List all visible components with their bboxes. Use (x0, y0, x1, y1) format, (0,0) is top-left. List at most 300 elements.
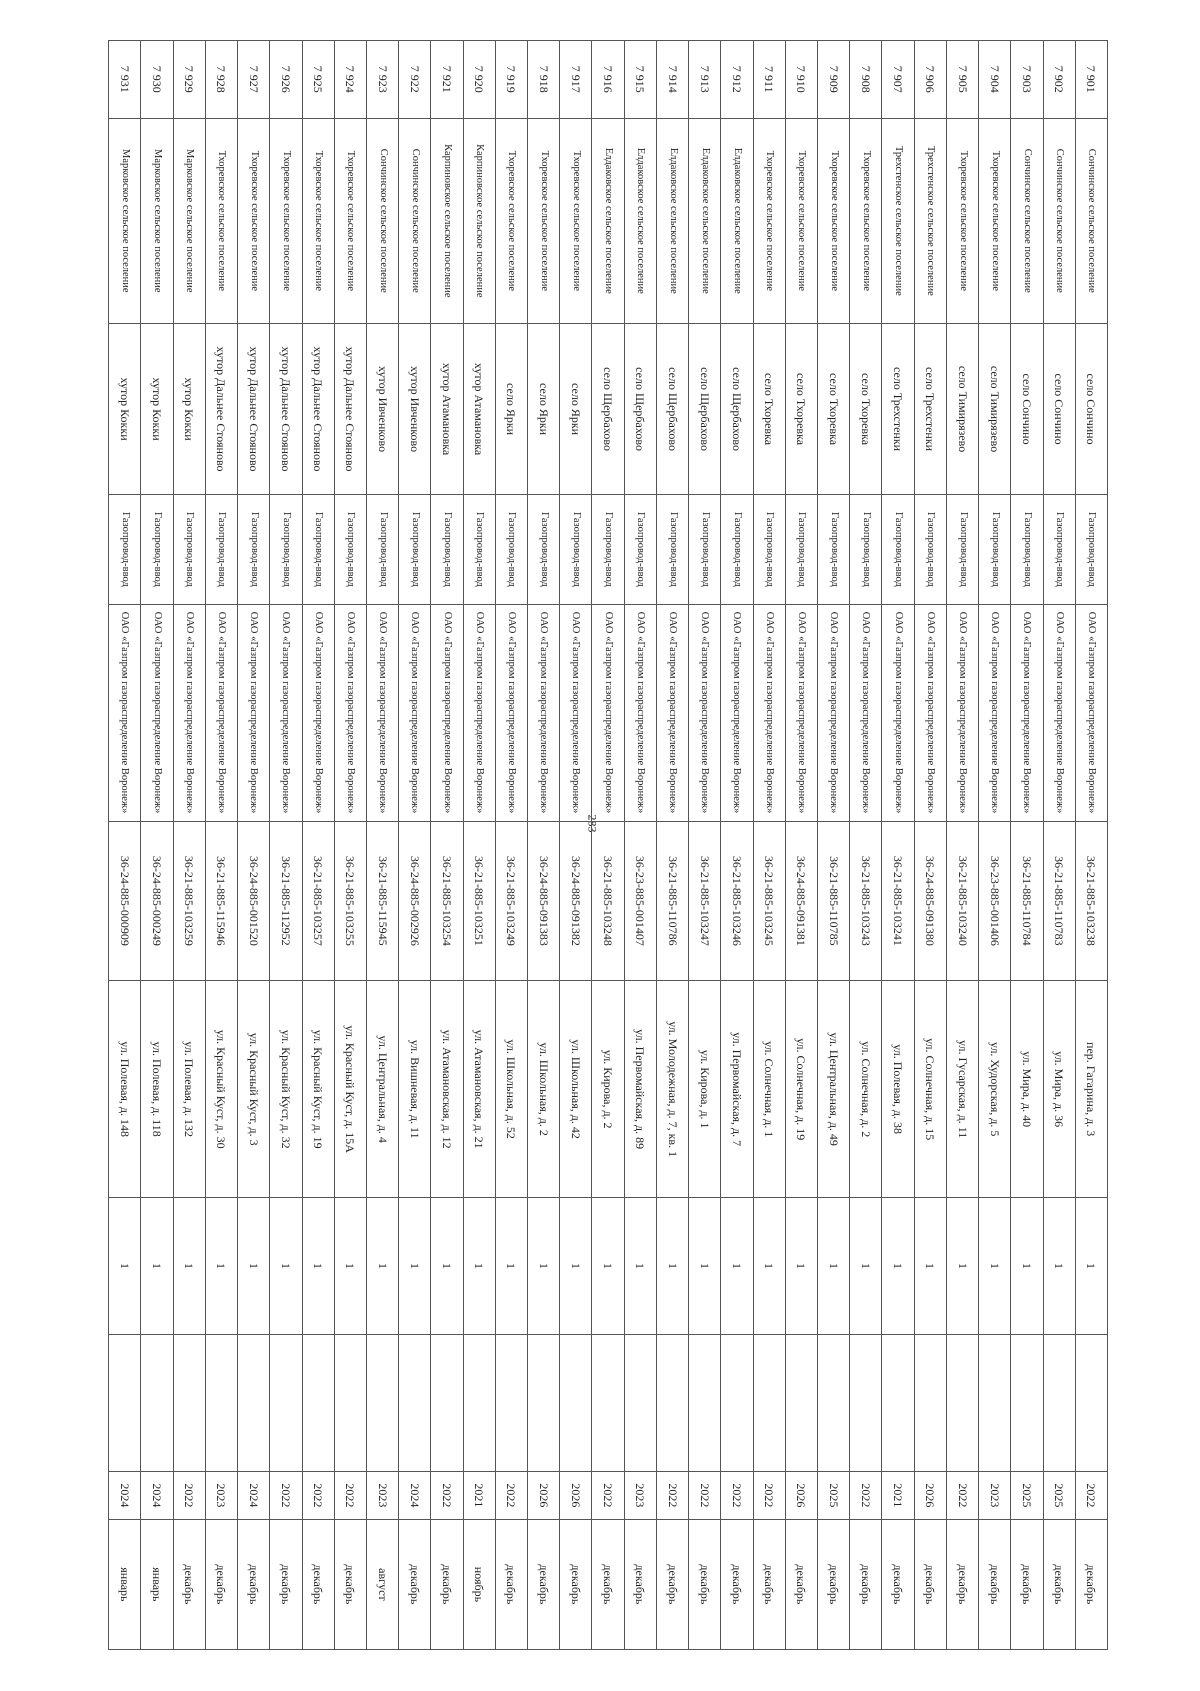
row-number-cell: 7 909 (818, 41, 850, 119)
object-type-cell: Газопровод-ввод (334, 495, 366, 605)
code-cell: 36-24-885-091382 (560, 821, 592, 981)
address-cell: ул. Красный Куст, д. 19 (302, 981, 334, 1198)
count-cell: 1 (753, 1198, 785, 1335)
owner-cell: ОАО «Газпром газораспределение Воронеж» (495, 604, 527, 821)
row-number-cell: 7 921 (431, 41, 463, 119)
locality-cell: село Трехстенки (914, 323, 946, 494)
count-cell: 1 (560, 1198, 592, 1335)
code-cell: 36-24-885-091380 (914, 821, 946, 981)
table-row (946, 41, 978, 1650)
table-row (463, 41, 495, 1650)
locality-cell: хутор Ивченково (399, 323, 431, 494)
owner-cell: ОАО «Газпром газораспределение Воронеж» (366, 604, 398, 821)
table-row (914, 41, 946, 1650)
table-row (1011, 41, 1043, 1650)
object-type-cell: Газопровод-ввод (882, 495, 914, 605)
locality-cell: село Тимирязево (946, 323, 978, 494)
empty-cell (270, 1334, 302, 1471)
table-row (882, 41, 914, 1650)
row-number-cell: 7 926 (270, 41, 302, 119)
month-cell: декабрь (238, 1519, 270, 1649)
row-number-cell: 7 904 (979, 41, 1011, 119)
count-cell: 1 (334, 1198, 366, 1335)
code-cell: 36-23-885-001407 (624, 821, 656, 981)
locality-cell: хутор Атамановка (463, 323, 495, 494)
count-cell: 1 (914, 1198, 946, 1335)
address-cell: ул. Вишневая, д. 11 (399, 981, 431, 1198)
year-cell: 2022 (753, 1471, 785, 1519)
table-row (850, 41, 882, 1650)
owner-cell: ОАО «Газпром газораспределение Воронеж» (1011, 604, 1043, 821)
owner-cell: ОАО «Газпром газораспределение Воронеж» (592, 604, 624, 821)
table-row (818, 41, 850, 1650)
month-cell: август (366, 1519, 398, 1649)
address-cell: ул. Солнечная, д. 19 (785, 981, 817, 1198)
owner-cell: ОАО «Газпром газораспределение Воронеж» (1075, 604, 1107, 821)
owner-cell: ОАО «Газпром газораспределение Воронеж» (882, 604, 914, 821)
table-row (141, 41, 173, 1650)
empty-cell (399, 1334, 431, 1471)
empty-cell (141, 1334, 173, 1471)
settlement-cell: Елдаковское сельское поселение (656, 118, 688, 323)
count-cell: 1 (399, 1198, 431, 1335)
table-row (334, 41, 366, 1650)
table-row (753, 41, 785, 1650)
table-row (785, 41, 817, 1650)
month-cell: декабрь (431, 1519, 463, 1649)
settlement-cell: Трехстенское сельское поселение (882, 118, 914, 323)
row-number-cell: 7 905 (946, 41, 978, 119)
address-cell: ул. Мира, д. 40 (1011, 981, 1043, 1198)
table-row (173, 41, 205, 1650)
month-cell: декабрь (979, 1519, 1011, 1649)
code-cell: 36-21-885-103254 (431, 821, 463, 981)
empty-cell (850, 1334, 882, 1471)
empty-cell (302, 1334, 334, 1471)
code-cell: 36-23-885-001406 (979, 821, 1011, 981)
row-number-cell: 7 928 (205, 41, 237, 119)
locality-cell: село Тхоревка (753, 323, 785, 494)
object-type-cell: Газопровод-ввод (205, 495, 237, 605)
year-cell: 2022 (689, 1471, 721, 1519)
month-cell: декабрь (914, 1519, 946, 1649)
empty-cell (592, 1334, 624, 1471)
address-cell: пер. Гагарина, д. 3 (1075, 981, 1107, 1198)
row-number-cell: 7 901 (1075, 41, 1107, 119)
month-cell: декабрь (656, 1519, 688, 1649)
count-cell: 1 (238, 1198, 270, 1335)
table-row (979, 41, 1011, 1650)
settlement-cell: Тхоревское сельское поселение (334, 118, 366, 323)
address-cell: ул. Мира, д. 36 (1043, 981, 1075, 1198)
address-cell: ул. Центральная, д. 4 (366, 981, 398, 1198)
count-cell: 1 (1043, 1198, 1075, 1335)
owner-cell: ОАО «Газпром газораспределение Воронеж» (979, 604, 1011, 821)
month-cell: декабрь (624, 1519, 656, 1649)
row-number-cell: 7 915 (624, 41, 656, 119)
year-cell: 2022 (495, 1471, 527, 1519)
empty-cell (882, 1334, 914, 1471)
empty-cell (979, 1334, 1011, 1471)
object-type-cell: Газопровод-ввод (850, 495, 882, 605)
object-type-cell: Газопровод-ввод (979, 495, 1011, 605)
year-cell: 2021 (463, 1471, 495, 1519)
owner-cell: ОАО «Газпром газораспределение Воронеж» (463, 604, 495, 821)
table-row (528, 41, 560, 1650)
object-type-cell: Газопровод-ввод (109, 495, 141, 605)
settlement-cell: Тхоревское сельское поселение (979, 118, 1011, 323)
row-number-cell: 7 922 (399, 41, 431, 119)
row-number-cell: 7 907 (882, 41, 914, 119)
locality-cell: село Щербахово (656, 323, 688, 494)
month-cell: декабрь (270, 1519, 302, 1649)
code-cell: 36-21-885-103249 (495, 821, 527, 981)
address-cell: ул. Полевая, д. 118 (141, 981, 173, 1198)
settlement-cell: Марковское сельское поселение (173, 118, 205, 323)
owner-cell: ОАО «Газпром газораспределение Воронеж» (721, 604, 753, 821)
count-cell: 1 (850, 1198, 882, 1335)
month-cell: декабрь (560, 1519, 592, 1649)
count-cell: 1 (431, 1198, 463, 1335)
object-type-cell: Газопровод-ввод (785, 495, 817, 605)
month-cell: декабрь (1075, 1519, 1107, 1649)
owner-cell: ОАО «Газпром газораспределение Воронеж» (818, 604, 850, 821)
code-cell: 36-21-885-103255 (334, 821, 366, 981)
rotated-table-container (108, 40, 1108, 1650)
year-cell: 2025 (818, 1471, 850, 1519)
month-cell: ноябрь (463, 1519, 495, 1649)
code-cell: 36-24-885-000249 (141, 821, 173, 981)
month-cell: декабрь (528, 1519, 560, 1649)
row-number-cell: 7 910 (785, 41, 817, 119)
address-cell: ул. Кирова, д. 2 (592, 981, 624, 1198)
table-row (689, 41, 721, 1650)
year-cell: 2025 (1043, 1471, 1075, 1519)
object-type-cell: Газопровод-ввод (1075, 495, 1107, 605)
table-row (495, 41, 527, 1650)
table-row (592, 41, 624, 1650)
count-cell: 1 (270, 1198, 302, 1335)
month-cell: январь (141, 1519, 173, 1649)
row-number-cell: 7 931 (109, 41, 141, 119)
row-number-cell: 7 925 (302, 41, 334, 119)
row-number-cell: 7 902 (1043, 41, 1075, 119)
address-cell: ул. Худорская, д. 5 (979, 981, 1011, 1198)
settlement-cell: Карпиновское сельское поселение (463, 118, 495, 323)
row-number-cell: 7 919 (495, 41, 527, 119)
settlement-cell: Тхоревское сельское поселение (238, 118, 270, 323)
year-cell: 2026 (914, 1471, 946, 1519)
row-number-cell: 7 930 (141, 41, 173, 119)
row-number-cell: 7 906 (914, 41, 946, 119)
owner-cell: ОАО «Газпром газораспределение Воронеж» (399, 604, 431, 821)
row-number-cell: 7 924 (334, 41, 366, 119)
count-cell: 1 (689, 1198, 721, 1335)
count-cell: 1 (302, 1198, 334, 1335)
empty-cell (463, 1334, 495, 1471)
empty-cell (528, 1334, 560, 1471)
year-cell: 2021 (882, 1471, 914, 1519)
empty-cell (109, 1334, 141, 1471)
address-cell: ул. Красный Куст, д. 3 (238, 981, 270, 1198)
owner-cell: ОАО «Газпром газораспределение Воронеж» (689, 604, 721, 821)
address-cell: ул. Красный Куст, д. 30 (205, 981, 237, 1198)
year-cell: 2025 (1011, 1471, 1043, 1519)
row-number-cell: 7 927 (238, 41, 270, 119)
locality-cell: хутор Дальнее Стояново (238, 323, 270, 494)
locality-cell: село Сончино (1011, 323, 1043, 494)
empty-cell (238, 1334, 270, 1471)
year-cell: 2026 (560, 1471, 592, 1519)
row-number-cell: 7 914 (656, 41, 688, 119)
empty-cell (205, 1334, 237, 1471)
address-cell: ул. Полевая, д. 148 (109, 981, 141, 1198)
row-number-cell: 7 918 (528, 41, 560, 119)
settlement-cell: Сончинское сельское поселение (399, 118, 431, 323)
object-type-cell: Газопровод-ввод (141, 495, 173, 605)
settlement-cell: Тхоревское сельское поселение (528, 118, 560, 323)
row-number-cell: 7 916 (592, 41, 624, 119)
object-type-cell: Газопровод-ввод (302, 495, 334, 605)
empty-cell (1075, 1334, 1107, 1471)
month-cell: декабрь (205, 1519, 237, 1649)
table-row (109, 41, 141, 1650)
locality-cell: село Тимирязево (979, 323, 1011, 494)
row-number-cell: 7 923 (366, 41, 398, 119)
code-cell: 36-24-885-001520 (238, 821, 270, 981)
owner-cell: ОАО «Газпром газораспределение Воронеж» (238, 604, 270, 821)
row-number-cell: 7 912 (721, 41, 753, 119)
settlement-cell: Тхоревское сельское поселение (205, 118, 237, 323)
settlement-cell: Сончинское сельское поселение (1011, 118, 1043, 323)
year-cell: 2023 (624, 1471, 656, 1519)
empty-cell (624, 1334, 656, 1471)
object-type-cell: Газопровод-ввод (818, 495, 850, 605)
address-cell: ул. Красный Куст, д. 15А (334, 981, 366, 1198)
code-cell: 36-21-885-103247 (689, 821, 721, 981)
address-cell: ул. Солнечная, д. 2 (850, 981, 882, 1198)
locality-cell: хутор Дальнее Стояново (334, 323, 366, 494)
month-cell: декабрь (302, 1519, 334, 1649)
count-cell: 1 (721, 1198, 753, 1335)
address-cell: ул. Полевая, д. 132 (173, 981, 205, 1198)
count-cell: 1 (109, 1198, 141, 1335)
year-cell: 2022 (334, 1471, 366, 1519)
empty-cell (495, 1334, 527, 1471)
month-cell: декабрь (753, 1519, 785, 1649)
address-cell: ул. Солнечная, д. 15 (914, 981, 946, 1198)
locality-cell: хутор Дальнее Стояново (270, 323, 302, 494)
address-cell: ул. Солнечная, д. 1 (753, 981, 785, 1198)
locality-cell: село Тхоревка (850, 323, 882, 494)
code-cell: 36-24-885-091383 (528, 821, 560, 981)
month-cell: декабрь (495, 1519, 527, 1649)
owner-cell: ОАО «Газпром газораспределение Воронеж» (624, 604, 656, 821)
settlement-cell: Сончинское сельское поселение (366, 118, 398, 323)
count-cell: 1 (366, 1198, 398, 1335)
object-type-cell: Газопровод-ввод (173, 495, 205, 605)
count-cell: 1 (882, 1198, 914, 1335)
empty-cell (1011, 1334, 1043, 1471)
count-cell: 1 (141, 1198, 173, 1335)
owner-cell: ОАО «Газпром газораспределение Воронеж» (656, 604, 688, 821)
locality-cell: село Ярки (528, 323, 560, 494)
table-row (431, 41, 463, 1650)
row-number-cell: 7 929 (173, 41, 205, 119)
locality-cell: хутор Кокки (173, 323, 205, 494)
month-cell: декабрь (850, 1519, 882, 1649)
count-cell: 1 (1075, 1198, 1107, 1335)
locality-cell: село Ярки (495, 323, 527, 494)
settlement-cell: Тхоревское сельское поселение (946, 118, 978, 323)
count-cell: 1 (592, 1198, 624, 1335)
month-cell: декабрь (818, 1519, 850, 1649)
address-cell: ул. Первомайская, д. 7 (721, 981, 753, 1198)
code-cell: 36-24-885-000909 (109, 821, 141, 981)
object-type-cell: Газопровод-ввод (463, 495, 495, 605)
year-cell: 2024 (109, 1471, 141, 1519)
address-cell: ул. Гусарская, д. 11 (946, 981, 978, 1198)
table-row (205, 41, 237, 1650)
settlement-cell: Тхоревское сельское поселение (560, 118, 592, 323)
address-cell: ул. Полевая, д. 38 (882, 981, 914, 1198)
code-cell: 36-21-885-103246 (721, 821, 753, 981)
table-row (302, 41, 334, 1650)
year-cell: 2022 (1075, 1471, 1107, 1519)
table-row (1075, 41, 1107, 1650)
owner-cell: ОАО «Газпром газораспределение Воронеж» (560, 604, 592, 821)
year-cell: 2022 (721, 1471, 753, 1519)
count-cell: 1 (1011, 1198, 1043, 1335)
count-cell: 1 (979, 1198, 1011, 1335)
month-cell: декабрь (1043, 1519, 1075, 1649)
gas-pipeline-table (108, 40, 1108, 1650)
locality-cell: село Трехстенки (882, 323, 914, 494)
empty-cell (689, 1334, 721, 1471)
address-cell: ул. Атамановская, д. 12 (431, 981, 463, 1198)
locality-cell: хутор Дальнее Стояново (302, 323, 334, 494)
table-row (624, 41, 656, 1650)
object-type-cell: Газопровод-ввод (656, 495, 688, 605)
code-cell: 36-21-885-110784 (1011, 821, 1043, 981)
owner-cell: ОАО «Газпром газораспределение Воронеж» (334, 604, 366, 821)
year-cell: 2026 (528, 1471, 560, 1519)
settlement-cell: Тхоревское сельское поселение (495, 118, 527, 323)
settlement-cell: Елдаковское сельское поселение (689, 118, 721, 323)
year-cell: 2023 (366, 1471, 398, 1519)
code-cell: 36-21-885-110785 (818, 821, 850, 981)
owner-cell: ОАО «Газпром газораспределение Воронеж» (785, 604, 817, 821)
year-cell: 2022 (302, 1471, 334, 1519)
settlement-cell: Тхоревское сельское поселение (850, 118, 882, 323)
owner-cell: ОАО «Газпром газораспределение Воронеж» (914, 604, 946, 821)
count-cell: 1 (173, 1198, 205, 1335)
count-cell: 1 (656, 1198, 688, 1335)
settlement-cell: Трехстенское сельское поселение (914, 118, 946, 323)
count-cell: 1 (785, 1198, 817, 1335)
owner-cell: ОАО «Газпром газораспределение Воронеж» (528, 604, 560, 821)
code-cell: 36-21-885-103240 (946, 821, 978, 981)
year-cell: 2023 (979, 1471, 1011, 1519)
month-cell: декабрь (882, 1519, 914, 1649)
locality-cell: село Тхоревка (818, 323, 850, 494)
table-row (656, 41, 688, 1650)
object-type-cell: Газопровод-ввод (592, 495, 624, 605)
code-cell: 36-21-885-103259 (173, 821, 205, 981)
address-cell: ул. Красный Куст, д. 32 (270, 981, 302, 1198)
address-cell: ул. Школьная, д. 42 (560, 981, 592, 1198)
owner-cell: ОАО «Газпром газораспределение Воронеж» (141, 604, 173, 821)
owner-cell: ОАО «Газпром газораспределение Воронеж» (109, 604, 141, 821)
month-cell: декабрь (399, 1519, 431, 1649)
locality-cell: село Щербахово (721, 323, 753, 494)
address-cell: ул. Центральная, д. 49 (818, 981, 850, 1198)
locality-cell: хутор Кокки (109, 323, 141, 494)
locality-cell: хутор Атамановка (431, 323, 463, 494)
year-cell: 2023 (205, 1471, 237, 1519)
locality-cell: хутор Ивченково (366, 323, 398, 494)
object-type-cell: Газопровод-ввод (560, 495, 592, 605)
page-number: 283 (585, 814, 600, 833)
settlement-cell: Тхоревское сельское поселение (302, 118, 334, 323)
owner-cell: ОАО «Газпром газораспределение Воронеж» (946, 604, 978, 821)
code-cell: 36-24-885-002926 (399, 821, 431, 981)
object-type-cell: Газопровод-ввод (366, 495, 398, 605)
row-number-cell: 7 911 (753, 41, 785, 119)
count-cell: 1 (528, 1198, 560, 1335)
code-cell: 36-21-885-110783 (1043, 821, 1075, 981)
address-cell: ул. Кирова, д. 1 (689, 981, 721, 1198)
locality-cell: село Сончино (1075, 323, 1107, 494)
empty-cell (431, 1334, 463, 1471)
owner-cell: ОАО «Газпром газораспределение Воронеж» (431, 604, 463, 821)
object-type-cell: Газопровод-ввод (1011, 495, 1043, 605)
settlement-cell: Сончинское сельское поселение (1075, 118, 1107, 323)
count-cell: 1 (463, 1198, 495, 1335)
owner-cell: ОАО «Газпром газораспределение Воронеж» (173, 604, 205, 821)
object-type-cell: Газопровод-ввод (495, 495, 527, 605)
locality-cell: хутор Дальнее Стояново (205, 323, 237, 494)
month-cell: декабрь (785, 1519, 817, 1649)
empty-cell (334, 1334, 366, 1471)
owner-cell: ОАО «Газпром газораспределение Воронеж» (850, 604, 882, 821)
code-cell: 36-21-885-103257 (302, 821, 334, 981)
owner-cell: ОАО «Газпром газораспределение Воронеж» (1043, 604, 1075, 821)
locality-cell: хутор Кокки (141, 323, 173, 494)
settlement-cell: Тхоревское сельское поселение (753, 118, 785, 323)
month-cell: декабрь (946, 1519, 978, 1649)
month-cell: декабрь (689, 1519, 721, 1649)
object-type-cell: Газопровод-ввод (431, 495, 463, 605)
year-cell: 2026 (785, 1471, 817, 1519)
locality-cell: село Сончино (1043, 323, 1075, 494)
count-cell: 1 (946, 1198, 978, 1335)
code-cell: 36-21-885-103238 (1075, 821, 1107, 981)
code-cell: 36-21-885-103245 (753, 821, 785, 981)
address-cell: ул. Школьная, д. 52 (495, 981, 527, 1198)
table-row (366, 41, 398, 1650)
settlement-cell: Тхоревское сельское поселение (818, 118, 850, 323)
settlement-cell: Елдаковское сельское поселение (624, 118, 656, 323)
object-type-cell: Газопровод-ввод (1043, 495, 1075, 605)
code-cell: 36-21-885-110786 (656, 821, 688, 981)
code-cell: 36-21-885-103248 (592, 821, 624, 981)
code-cell: 36-21-885-115945 (366, 821, 398, 981)
settlement-cell: Марковское сельское поселение (141, 118, 173, 323)
code-cell: 36-21-885-115946 (205, 821, 237, 981)
address-cell: ул. Школьная, д. 2 (528, 981, 560, 1198)
empty-cell (1043, 1334, 1075, 1471)
